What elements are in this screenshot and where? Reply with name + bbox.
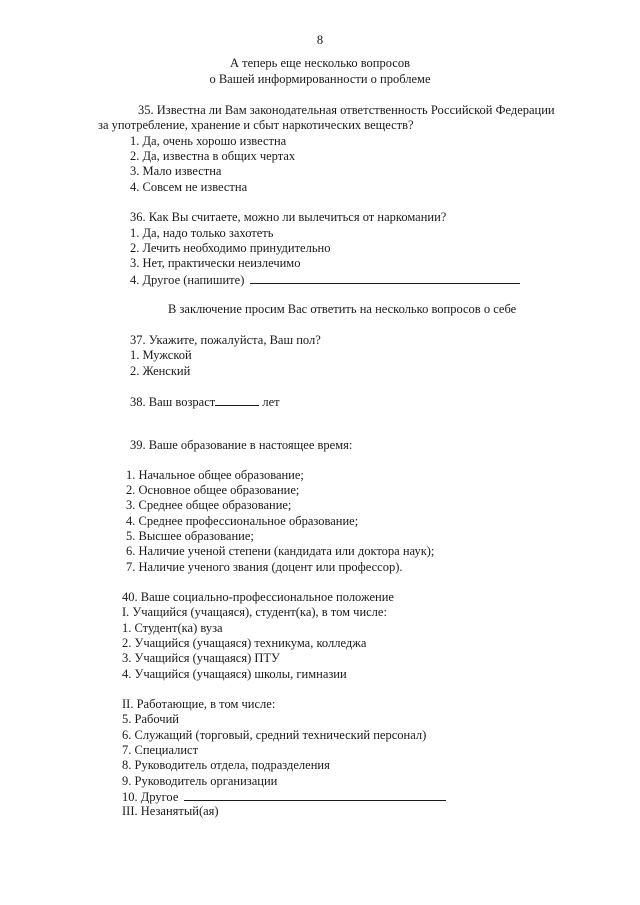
q38-age-answer-line[interactable]: [215, 394, 259, 406]
q39-option-7: 7. Наличие ученого звания (доцент или профессор).: [126, 560, 403, 574]
q40-group3-heading: III. Незанятый(ая): [122, 804, 219, 818]
question-39: 39. Ваше образование в настоящее время:: [130, 438, 353, 452]
q39-option-3: 3. Среднее общее образование;: [126, 498, 292, 512]
q40-group2-heading: II. Работающие, в том числе:: [122, 697, 276, 711]
q40-option-7: 7. Специалист: [122, 743, 199, 757]
q35-option-3: 3. Мало известна: [130, 164, 222, 178]
q37-option-2: 2. Женский: [130, 364, 191, 378]
q40-option-10-label: 10. Другое: [122, 790, 179, 804]
q40-option-5: 5. Рабочий: [122, 712, 179, 726]
question-37: 37. Укажите, пожалуйста, Ваш пол?: [130, 333, 321, 347]
question-40: 40. Ваше социально-профессиональное положение: [122, 590, 394, 604]
q40-option-2: 2. Учащийся (учащаяся) техникума, колледжа: [122, 636, 367, 650]
section2-heading: В заключение просим Вас ответить на несколько вопросов о себе: [168, 302, 517, 316]
q36-other-answer-line[interactable]: [250, 272, 520, 284]
question-38: [130, 394, 280, 410]
page-number: 8: [316, 33, 324, 47]
q36-option-3: 3. Нет, практически неизлечимо: [130, 256, 301, 270]
q40-option-10: [122, 789, 446, 805]
question-36: 36. Как Вы считаете, можно ли вылечиться от наркомании?: [130, 210, 447, 224]
q35-option-4: 4. Совсем не известна: [130, 180, 248, 194]
q38-suffix: лет: [262, 395, 280, 409]
q38-prefix: 38. Ваш возраст: [130, 395, 216, 409]
q40-option-1: 1. Студент(ка) вуза: [122, 621, 223, 635]
q36-option-4-label: 4. Другое (напишите): [130, 273, 245, 287]
q37-option-1: 1. Мужской: [130, 348, 192, 362]
q36-option-1: 1. Да, надо только захотеть: [130, 226, 274, 240]
q40-option-9: 9. Руководитель организации: [122, 774, 278, 788]
q40-option-6: 6. Служащий (торговый, средний технический персонал): [122, 728, 427, 742]
q39-option-5: 5. Высшее образование;: [126, 529, 254, 543]
q35-option-1: 1. Да, очень хорошо известна: [130, 134, 287, 148]
q40-option-3: 3. Учащийся (учащаяся) ПТУ: [122, 651, 280, 665]
q39-option-1: 1. Начальное общее образование;: [126, 468, 304, 482]
q40-group1-heading: I. Учащийся (учащаяся), студент(ка), в том числе:: [122, 605, 387, 619]
q35-option-2: 2. Да, известна в общих чертах: [130, 149, 296, 163]
q36-option-4: [130, 272, 520, 288]
q40-option-8: 8. Руководитель отдела, подразделения: [122, 758, 330, 772]
section-heading-line1: А теперь еще несколько вопросов: [230, 56, 410, 70]
question-35-line2: за употребление, хранение и сбыт наркотических веществ?: [98, 118, 414, 132]
q40-option-4: 4. Учащийся (учащаяся) школы, гимназии: [122, 667, 347, 681]
q39-option-2: 2. Основное общее образование;: [126, 483, 300, 497]
q36-option-2: 2. Лечить необходимо принудительно: [130, 241, 331, 255]
q39-option-4: 4. Среднее профессиональное образование;: [126, 514, 359, 528]
q39-option-6: 6. Наличие ученой степени (кандидата или доктора наук);: [126, 544, 435, 558]
question-35-line1: 35. Известна ли Вам законодательная ответственность Российской Федерации: [138, 103, 555, 117]
section-heading-line2: о Вашей информированности о проблеме: [209, 72, 431, 86]
q40-other-answer-line[interactable]: [184, 789, 446, 801]
